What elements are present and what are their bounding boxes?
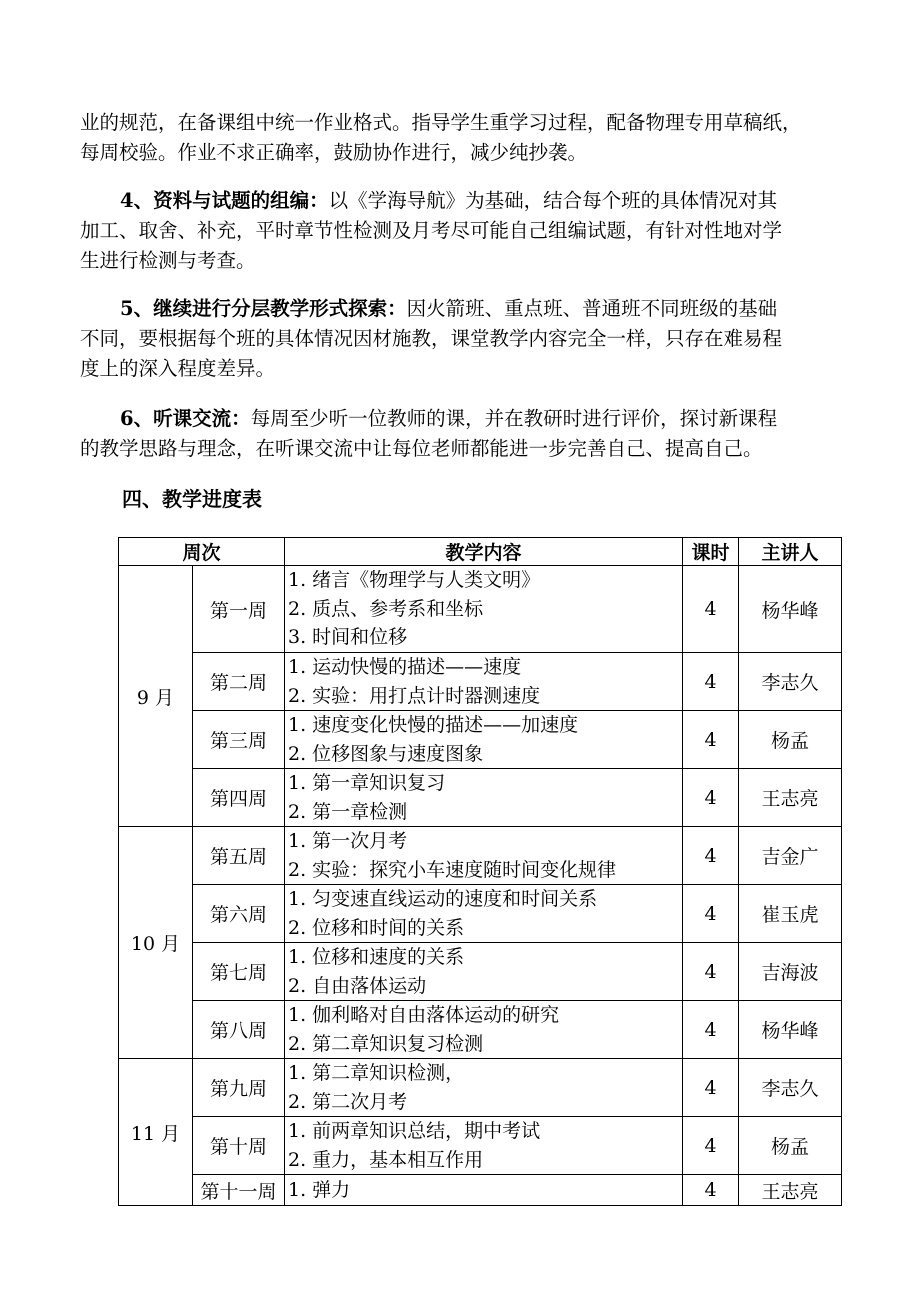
text-line: 生进行检测与考查。 xyxy=(80,249,256,272)
content-cell xyxy=(285,1175,683,1206)
week-cell: 第六周 xyxy=(193,885,285,943)
content-item: 2. 实验：探究小车速度随时间变化规律 xyxy=(288,858,617,881)
content-cell xyxy=(285,566,683,653)
content-item: 1. 绪言《物理学与人类文明》 xyxy=(288,569,541,592)
hours-cell: 4 xyxy=(683,1001,739,1059)
speaker-cell: 吉海波 xyxy=(739,943,842,1001)
content-cell xyxy=(285,1001,683,1059)
text-line: 以《学海导航》为基础，结合每个班的具体情况对其 xyxy=(328,189,778,212)
table-row xyxy=(119,653,842,711)
content-item: 2. 重力，基本相互作用 xyxy=(288,1148,484,1171)
hours-cell: 4 xyxy=(683,566,739,653)
table-row xyxy=(119,711,842,769)
content-cell xyxy=(285,711,683,769)
text-line: 不同，要根据每个班的具体情况因材施教，课堂教学内容完全一样，只存在难易程 xyxy=(80,327,783,350)
content-item: 3. 时间和位移 xyxy=(288,626,408,649)
hours-cell: 4 xyxy=(683,943,739,1001)
content-item: 1. 前两章知识总结，期中考试 xyxy=(288,1120,541,1142)
content-item: 1. 第一次月考 xyxy=(288,830,408,852)
content-item: 1. 伽利略对自由落体运动的研究 xyxy=(288,1004,560,1026)
table-header-row xyxy=(119,538,842,566)
table-row xyxy=(119,1001,842,1059)
table-row xyxy=(119,1175,842,1206)
week-cell: 第十一周 xyxy=(193,1175,285,1206)
speaker-cell: 李志久 xyxy=(739,653,842,711)
hours-cell: 4 xyxy=(683,711,739,769)
text-line: 的教学思路与理念，在听课交流中让每位老师都能进一步完善自己、提高自己。 xyxy=(80,437,763,460)
text-line: 因火箭班、重点班、普通班不同班级的基础 xyxy=(406,297,778,320)
content-item: 1. 第二章知识检测， xyxy=(288,1062,465,1084)
paragraph-lesson-observation xyxy=(80,404,840,464)
week-cell: 第二周 xyxy=(193,653,285,711)
content-cell xyxy=(285,827,683,885)
hours-cell: 4 xyxy=(683,653,739,711)
text-line: 加工、取舍、补充，平时章节性检测及月考尽可能自己组编试题，有针对性地对学 xyxy=(80,219,783,242)
table-row xyxy=(119,885,842,943)
content-item: 2. 自由落体运动 xyxy=(288,974,427,997)
content-item: 2. 第一章检测 xyxy=(288,800,408,823)
hours-cell: 4 xyxy=(683,1175,739,1206)
content-cell xyxy=(285,943,683,1001)
paragraph-materials xyxy=(80,186,840,276)
speaker-cell: 杨华峰 xyxy=(739,1001,842,1059)
table-row xyxy=(119,1117,842,1175)
week-cell: 第三周 xyxy=(193,711,285,769)
month-cell: 11 月 xyxy=(119,1059,193,1206)
text-line: 每周至少听一位教师的课，并在教研时进行评价，探讨新课程 xyxy=(250,407,778,430)
week-cell: 第四周 xyxy=(193,769,285,827)
speaker-cell: 崔玉虎 xyxy=(739,885,842,943)
week-cell: 第九周 xyxy=(193,1059,285,1117)
week-cell: 第七周 xyxy=(193,943,285,1001)
month-cell: 10 月 xyxy=(119,827,193,1059)
hours-cell: 4 xyxy=(683,1059,739,1117)
week-cell: 第五周 xyxy=(193,827,285,885)
content-cell xyxy=(285,885,683,943)
header-week: 周次 xyxy=(119,538,285,566)
table-row xyxy=(119,566,842,653)
speaker-cell: 李志久 xyxy=(739,1059,842,1117)
speaker-cell: 王志亮 xyxy=(739,769,842,827)
content-cell xyxy=(285,769,683,827)
speaker-cell: 王志亮 xyxy=(739,1175,842,1206)
text-line: 每周校验。作业不求正确率，鼓励协作进行，减少纯抄袭。 xyxy=(80,141,588,164)
month-cell: 9 月 xyxy=(119,566,193,827)
content-cell xyxy=(285,653,683,711)
content-item: 1. 位移和速度的关系 xyxy=(288,946,465,968)
header-content: 教学内容 xyxy=(285,538,683,566)
content-item: 2. 第二章知识复习检测 xyxy=(288,1032,484,1055)
teaching-schedule-table xyxy=(118,537,842,1206)
content-item: 2. 位移图象与速度图象 xyxy=(288,742,484,765)
content-item: 1. 匀变速直线运动的速度和时间关系 xyxy=(288,888,598,910)
content-item: 1. 第一章知识复习 xyxy=(288,772,446,794)
content-item: 1. 速度变化快慢的描述——加速度 xyxy=(288,714,579,736)
content-item: 2. 第二次月考 xyxy=(288,1090,408,1113)
content-item: 2. 实验：用打点计时器测速度 xyxy=(288,684,541,707)
header-speaker: 主讲人 xyxy=(739,538,842,566)
text-line: 度上的深入程度差异。 xyxy=(80,357,276,380)
hours-cell: 4 xyxy=(683,1117,739,1175)
speaker-cell: 吉金广 xyxy=(739,827,842,885)
table-row xyxy=(119,1059,842,1117)
content-item: 1. 弹力 xyxy=(288,1178,351,1201)
paragraph-title: 4、资料与试题的组编： xyxy=(120,189,329,212)
paragraph-title: 6、听课交流： xyxy=(120,407,251,430)
content-item: 1. 运动快慢的描述——速度 xyxy=(288,656,522,678)
table-row xyxy=(119,827,842,885)
speaker-cell: 杨孟 xyxy=(739,711,842,769)
week-cell: 第十周 xyxy=(193,1117,285,1175)
speaker-cell: 杨华峰 xyxy=(739,566,842,653)
hours-cell: 4 xyxy=(683,885,739,943)
table-row xyxy=(119,943,842,1001)
paragraph-layered-teaching xyxy=(80,294,840,384)
speaker-cell: 杨孟 xyxy=(739,1117,842,1175)
week-cell: 第一周 xyxy=(193,566,285,653)
paragraph-title: 5、继续进行分层教学形式探索： xyxy=(120,297,407,320)
header-hours: 课时 xyxy=(683,538,739,566)
content-item: 2. 位移和时间的关系 xyxy=(288,916,465,939)
section-heading: 四、教学进度表 xyxy=(122,487,262,511)
content-cell xyxy=(285,1059,683,1117)
content-cell xyxy=(285,1117,683,1175)
paragraph-homework xyxy=(80,108,840,168)
text-line: 业的规范，在备课组中统一作业格式。指导学生重学习过程，配备物理专用草稿纸， xyxy=(80,111,802,134)
hours-cell: 4 xyxy=(683,769,739,827)
week-cell: 第八周 xyxy=(193,1001,285,1059)
hours-cell: 4 xyxy=(683,827,739,885)
content-item: 2. 质点、参考系和坐标 xyxy=(288,597,484,620)
table-row xyxy=(119,769,842,827)
